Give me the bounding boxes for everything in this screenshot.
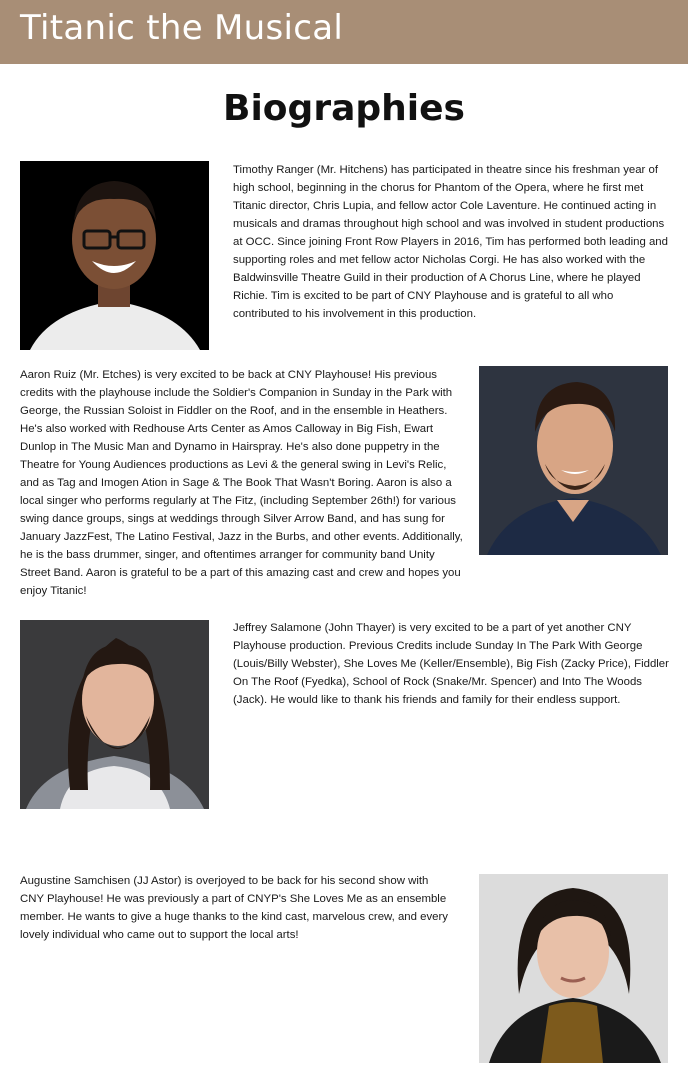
page-title: Biographies [223,88,465,129]
bio-text-aaron-ruiz: Aaron Ruiz (Mr. Etches) is very excited to be back at CNY Playhouse! His previous credits with the playhouse include the Soldier's Companion in Sunday in the Park with George, the Russian Soloist in Fiddler on the Roof, and in the ensemble in Heathers. He's also worked with Redhouse Arts Center as Amos Calloway in Big Fish, Ewart Dunlop in The Music Man and Dynamo in Hairspray. He's also done puppetry in the Theatre for Young Audiences productions as Levi & the general swing in Levi's Relic, and as Tag and Imogen Ation in Sage & The Book That Wasn't Boring. Aaron is also a local singer who performs regularly at The Fitz, (including September 26th!) for various swing dance groups, sings at weddings through Silver Arrow Band, and has sung for January JazzFest, The Latino Festival, Jazz in the Burbs, and other events. Additionally, he is the bass drummer, singer, and oftentimes arranger for community band Unity Street Band. Aaron is grateful to be a part of this amazing cast and crew and hopes you enjoy Titanic! [20,369,463,597]
page-header [0,0,688,64]
show-title: Titanic the Musical [20,8,344,48]
headshot-image-jeffrey [20,620,209,809]
headshot-image-timothy [20,161,209,350]
headshot-image-augustine [479,874,668,1063]
headshot-image-aaron [479,366,668,555]
headshot-aaron-ruiz [479,366,668,555]
bio-text-timothy-ranger: Timothy Ranger (Mr. Hitchens) has participated in theatre since his freshman year of high school, beginning in the chorus for Phantom of the Opera, where he first met Titanic director, Chris Lupia, and fellow actor Cole Laventure. He continued acting in musicals and dramas throughout high school and was involved in student productions at OCC. Since joining Front Row Players in 2016, Tim has performed both leading and supporting roles and met fellow actor Nicholas Corgi. He has also worked with the Baldwinsville Theatre Guild in their production of A Chorus Line, where he played Richie. Tim is excited to be part of CNY Playhouse and is grateful to all who contributed to his involvement in this production. [233,164,668,320]
headshot-timothy-ranger [20,161,209,350]
headshot-augustine-samchisen [479,874,668,1063]
headshot-jeffrey-salamone [20,620,209,809]
bio-text-augustine-samchisen: Augustine Samchisen (JJ Astor) is overjoyed to be back for his second show with CNY Playhouse! He was previously a part of CNYP's She Loves Me as an ensemble member. He wants to give a huge thanks to the kind cast, marvelous crew, and every lovely individual who came out to support the local arts! [20,875,448,941]
bio-text-jeffrey-salamone: Jeffrey Salamone (John Thayer) is very excited to be a part of yet another CNY Playhouse production. Previous Credits include Sunday In The Park With George (Louis/Billy Webster), She Loves Me (Keller/Ensemble), Big Fish (Zacky Price), Fiddler On The Roof (Fyedka), School of Rock (Snake/Mr. Spencer) and Into The Woods (Jack). He would like to thank his friends and family for their endless support. [233,622,669,706]
